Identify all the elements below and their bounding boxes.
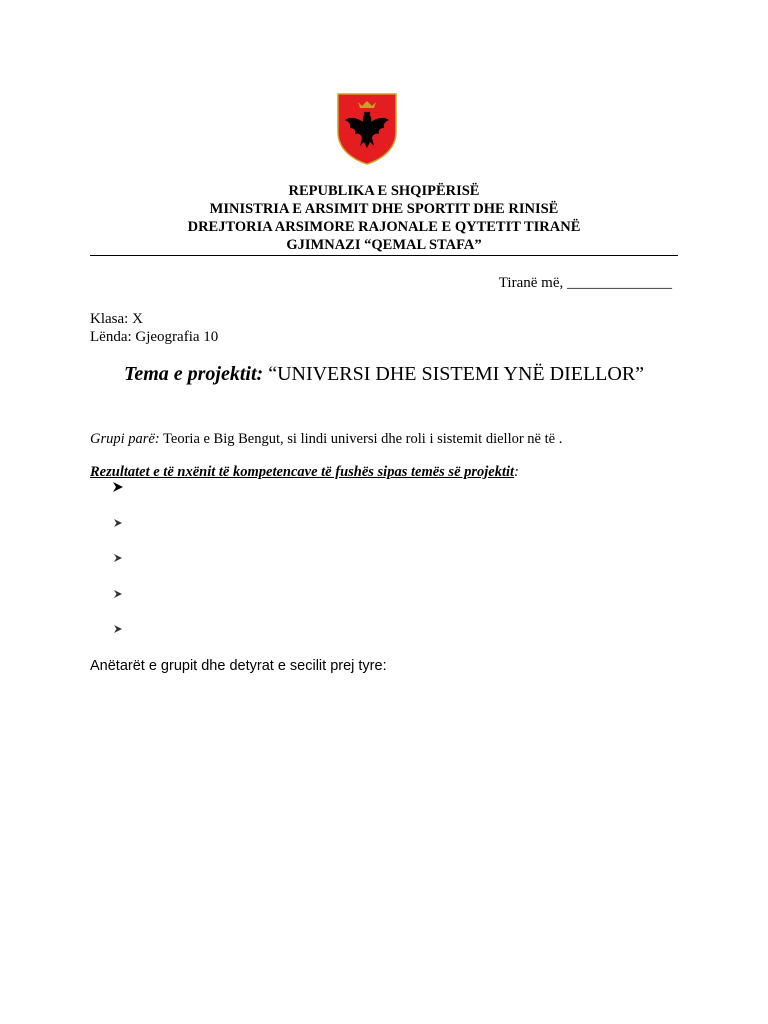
list-item: [112, 516, 124, 552]
arrow-bullet-icon: [112, 480, 124, 494]
project-theme: [90, 363, 678, 386]
theme-title: “UNIVERSI DHE SISTEMI YNË DIELLOR”: [263, 363, 645, 385]
header-divider: [90, 255, 678, 256]
arrow-bullet-icon: [112, 516, 124, 530]
header-directorate: DREJTORIA ARSIMORE RAJONALE E QYTETIT TIRANË: [187, 219, 581, 235]
arrow-bullet-icon: [112, 587, 124, 601]
list-item: [112, 551, 124, 587]
results-bullet-list: [112, 480, 124, 658]
header-ministry: MINISTRIA E ARSIMIT DHE SPORTIT DHE RINISË: [209, 201, 559, 217]
date-line: Tiranë më, ______________: [498, 275, 672, 291]
header-school: GJIMNAZI “QEMAL STAFA”: [286, 237, 482, 253]
theme-label: Tema e projektit:: [123, 363, 264, 385]
results-heading: [90, 464, 519, 481]
document-header: [90, 182, 678, 254]
list-item: [112, 587, 124, 623]
arrow-bullet-icon: [112, 551, 124, 565]
subject-line: Lënda: Gjeografia 10: [90, 329, 219, 345]
group-text: Teoria e Big Bengut, si lindi universi dhe roli i sistemit diellor në të .: [159, 431, 563, 447]
results-heading-text: Rezultatet e të nxënit të kompetencave të fushës sipas temës së projektit: [90, 464, 515, 480]
list-item: [112, 622, 124, 658]
header-republic: REPUBLIKA E SHQIPËRISË: [288, 183, 480, 199]
class-line: Klasa: X: [90, 311, 143, 327]
albanian-coat-of-arms-icon: [336, 92, 398, 166]
meta-block: [90, 310, 218, 346]
list-item: [112, 480, 124, 516]
group-line: [90, 431, 562, 448]
results-colon: :: [514, 464, 519, 480]
arrow-bullet-icon: [112, 622, 124, 636]
group-label: Grupi parë:: [90, 431, 160, 447]
members-line: Anëtarët e grupit dhe detyrat e secilit prej tyre:: [90, 658, 387, 674]
